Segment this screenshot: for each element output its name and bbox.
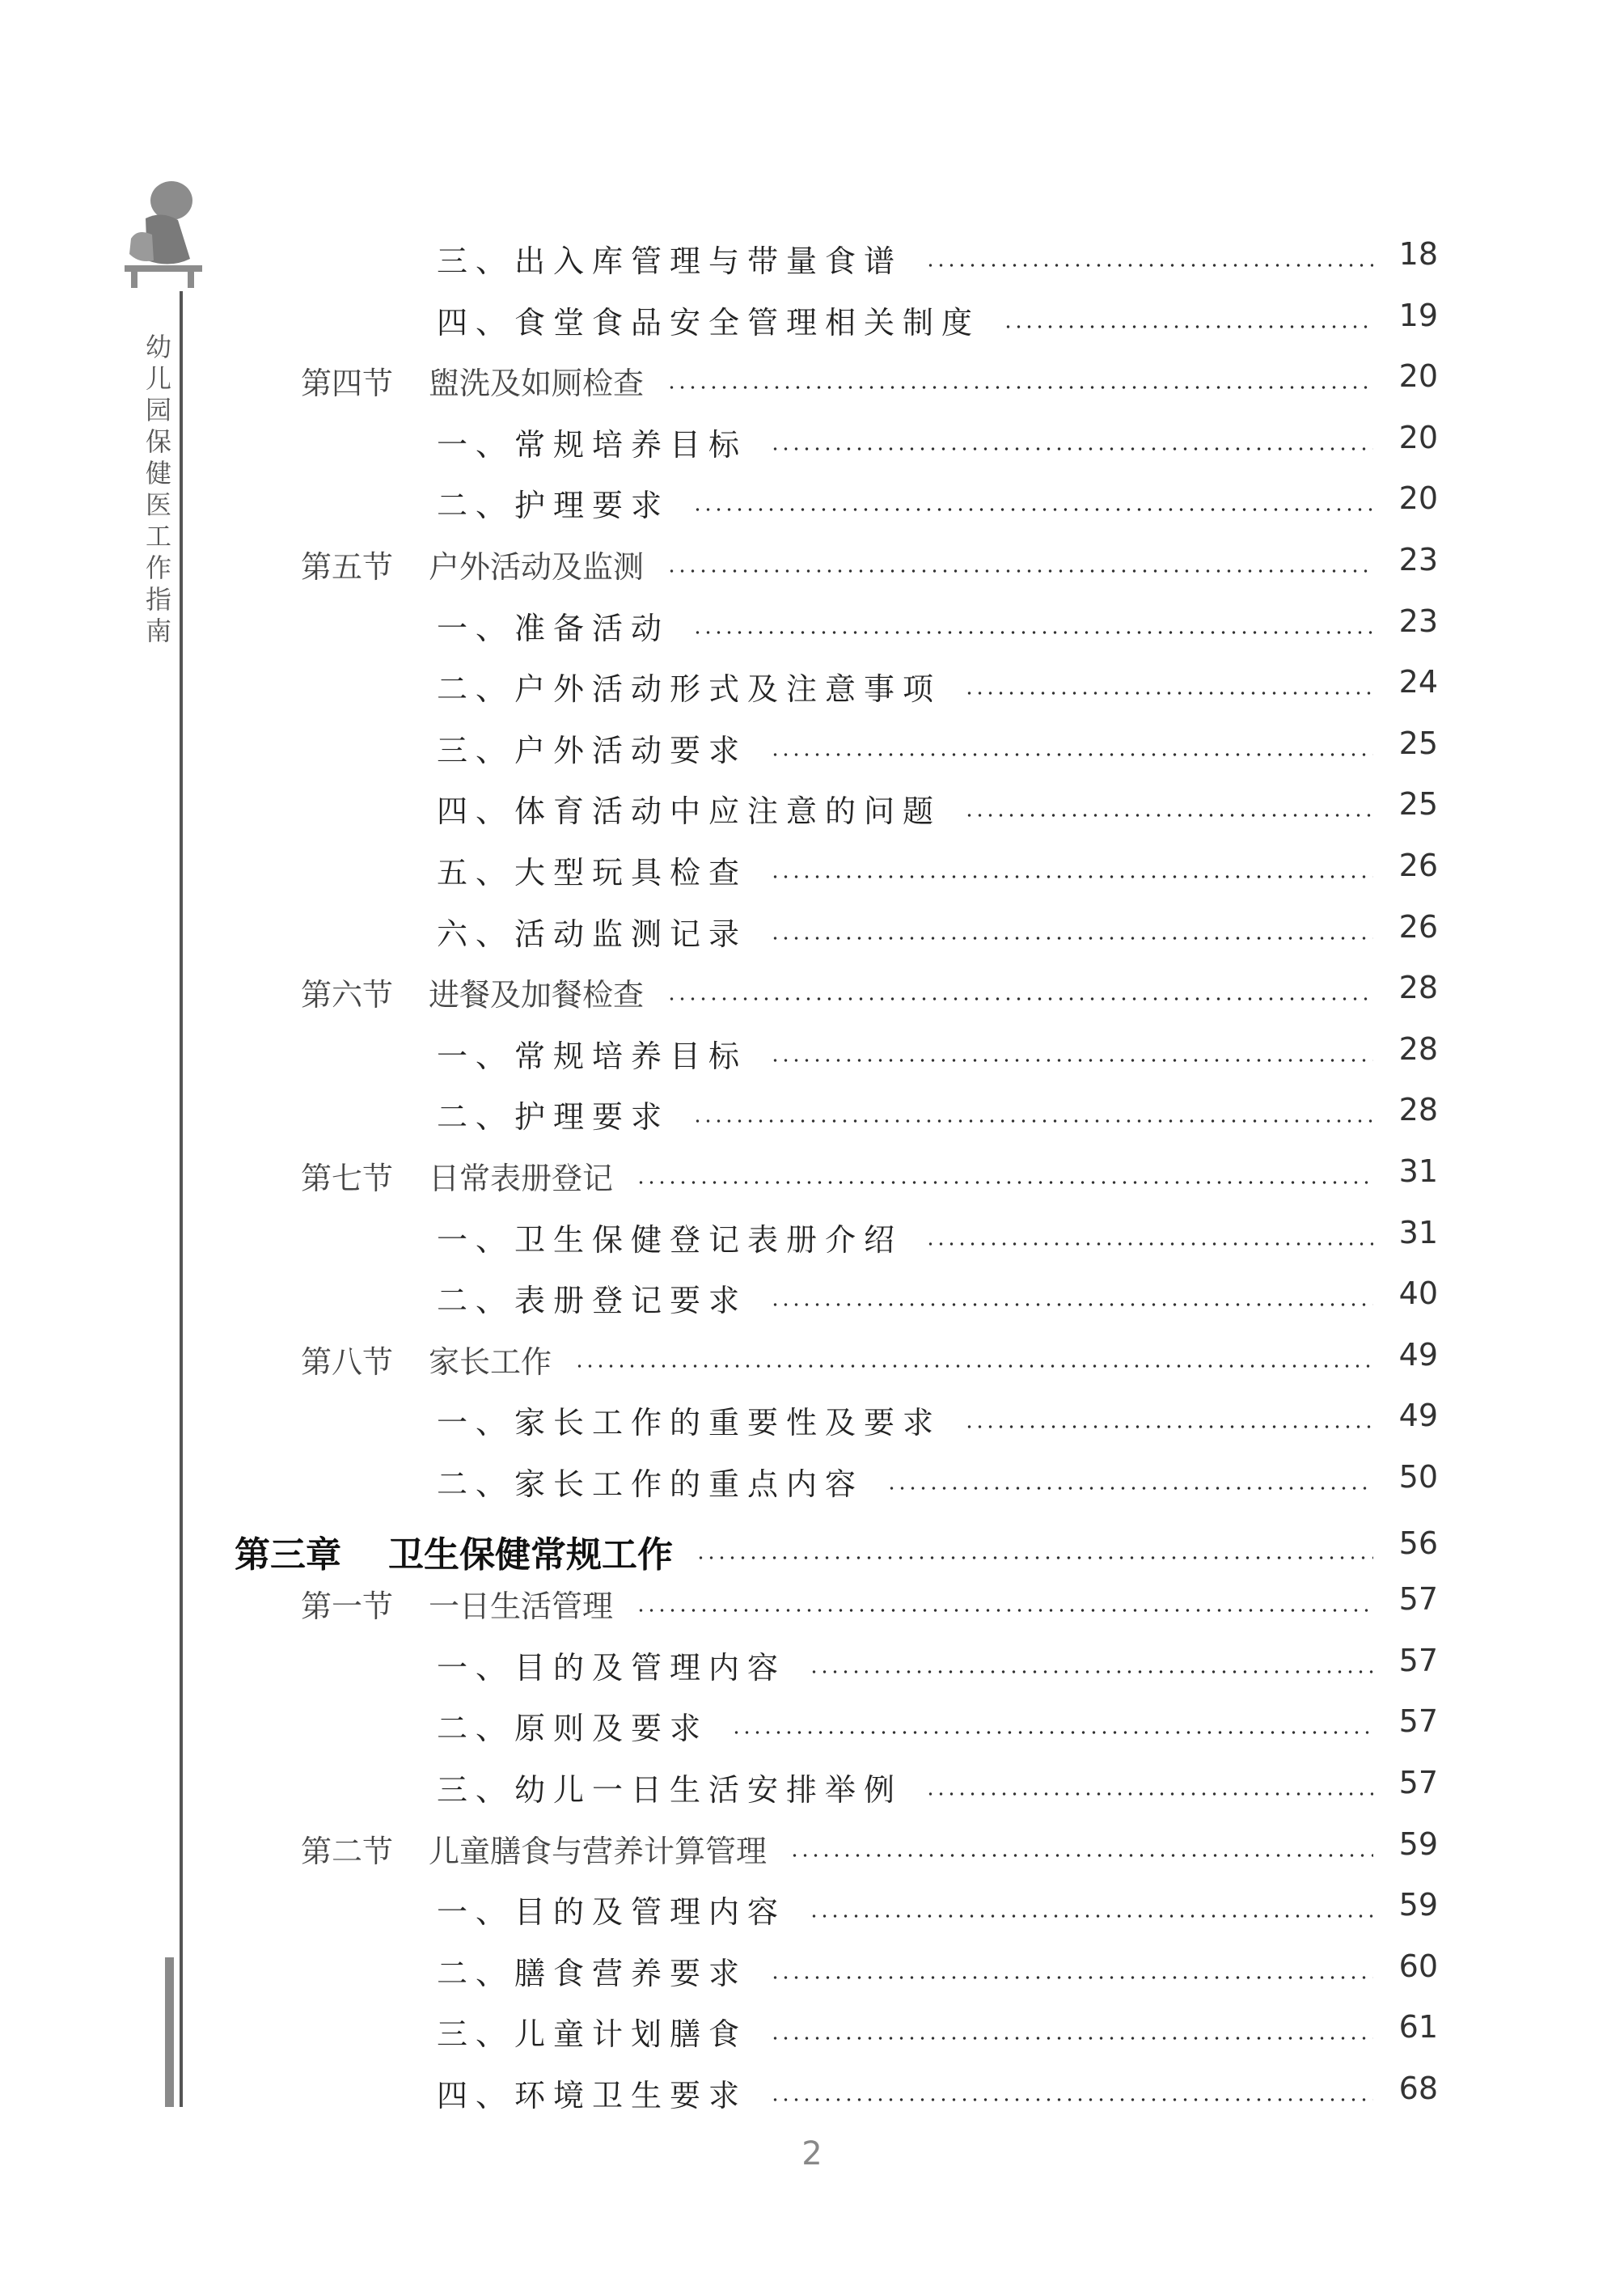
toc-page-number: 23 [1398, 603, 1438, 639]
sidebar-title-char: 园 [145, 395, 171, 425]
toc-entry-label: 三、儿童计划膳食 [437, 2016, 748, 2053]
toc-entry-number: 第七节 [301, 1161, 394, 1196]
toc-item-entry[interactable] [0, 1948, 1624, 1997]
toc-entry-number: 第四节 [301, 366, 394, 402]
toc-page-number: 49 [1398, 1336, 1438, 1373]
toc-item-entry[interactable] [0, 1765, 1624, 1813]
toc-section-entry[interactable] [0, 1826, 1624, 1875]
toc-entry-label: 四、环境卫生要求 [437, 2078, 748, 2113]
toc-leader-dots [666, 386, 1373, 389]
toc-entry-label: 一、常规培养目标 [437, 1038, 748, 1074]
sidebar-title-char: 幼 [145, 332, 171, 362]
toc-page-number: 50 [1398, 1459, 1438, 1495]
toc-section-entry[interactable] [0, 1153, 1624, 1202]
toc-leader-dots [770, 2098, 1373, 2101]
toc-entry-number: 第五节 [301, 549, 394, 585]
toc-entry-label: 三、幼儿一日生活安排举例 [437, 1772, 903, 1808]
toc-entry-label: 四、食堂食品安全管理相关制度 [437, 304, 981, 341]
toc-entry-label: 三、户外活动要求 [437, 732, 748, 768]
toc-chapter-entry[interactable] [0, 1525, 1624, 1574]
toc-leader-dots [925, 264, 1373, 267]
toc-item-entry[interactable] [0, 909, 1624, 958]
toc-entry-label: 二、护理要求 [437, 488, 670, 524]
toc-leader-dots [964, 814, 1373, 817]
toc-entry-label: 进餐及加餐检查 [429, 977, 645, 1013]
toc-item-entry[interactable] [0, 848, 1624, 896]
toc-section-entry[interactable] [0, 970, 1624, 1018]
sidebar-title-char: 指 [145, 584, 171, 615]
toc-page-number: 20 [1398, 358, 1438, 395]
toc-entry-number: 第一节 [301, 1589, 394, 1625]
toc-page-number: 28 [1398, 970, 1438, 1006]
toc-page-number: 25 [1398, 725, 1438, 761]
toc-leader-dots [636, 1609, 1373, 1612]
toc-item-entry[interactable] [0, 1703, 1624, 1752]
toc-item-entry[interactable] [0, 1643, 1624, 1691]
toc-leader-dots [964, 1425, 1373, 1428]
toc-item-entry[interactable] [0, 1887, 1624, 1936]
toc-leader-dots [692, 1119, 1373, 1123]
toc-page-number: 61 [1398, 2009, 1438, 2046]
toc-page-number: 24 [1398, 664, 1438, 700]
toc-leader-dots [574, 1364, 1373, 1368]
toc-entry-label: 卫生保健常规工作 [388, 1534, 673, 1576]
toc-leader-dots [1003, 325, 1373, 328]
toc-leader-dots [809, 1670, 1373, 1673]
toc-section-entry[interactable] [0, 1581, 1624, 1630]
toc-leader-dots [770, 2037, 1373, 2040]
toc-item-entry[interactable] [0, 1276, 1624, 1324]
sidebar-title-char: 保 [145, 426, 171, 457]
toc-leader-dots [886, 1487, 1373, 1490]
toc-entry-label: 一、家长工作的重要性及要求 [437, 1405, 942, 1441]
sidebar-title-char: 医 [145, 489, 171, 520]
toc-page-number: 57 [1398, 1765, 1438, 1800]
toc-leader-dots [964, 692, 1373, 695]
toc-page-number: 19 [1398, 297, 1438, 333]
toc-leader-dots [770, 937, 1373, 940]
toc-page-number: 59 [1398, 1887, 1438, 1923]
toc-leader-dots [770, 447, 1373, 451]
toc-leader-dots [809, 1914, 1373, 1918]
toc-entry-label: 盥洗及如厕检查 [429, 366, 645, 402]
toc-item-entry[interactable] [0, 298, 1624, 346]
toc-page-number: 68 [1398, 2071, 1438, 2106]
toc-entry-number: 第二节 [301, 1833, 394, 1869]
page-number: 2 [801, 2135, 823, 2172]
toc-entry-label: 一、目的及管理内容 [437, 1649, 787, 1686]
toc-entry-label: 家长工作 [429, 1343, 552, 1380]
toc-item-entry[interactable] [0, 1398, 1624, 1446]
toc-leader-dots [789, 1854, 1373, 1857]
toc-leader-dots [666, 569, 1373, 573]
toc-section-entry[interactable] [0, 358, 1624, 407]
toc-entry-label: 六、活动监测记录 [437, 916, 748, 952]
toc-page-number: 26 [1398, 908, 1438, 945]
toc-entry-label: 一、常规培养目标 [437, 426, 748, 463]
toc-leader-dots [770, 1976, 1373, 1979]
toc-entry-label: 二、户外活动形式及注意事项 [437, 671, 942, 708]
toc-page-number: 40 [1398, 1276, 1438, 1312]
toc-leader-dots [696, 1556, 1373, 1559]
toc-entry-label: 日常表册登记 [429, 1161, 614, 1196]
toc-entry-number: 第六节 [301, 977, 394, 1013]
toc-entry-label: 户外活动及监测 [429, 549, 645, 585]
toc-entry-label: 一、准备活动 [437, 610, 670, 646]
toc-leader-dots [770, 1059, 1373, 1062]
toc-page-number: 20 [1398, 480, 1438, 517]
toc-item-entry[interactable] [0, 1215, 1624, 1263]
toc-page-number: 23 [1398, 542, 1438, 577]
sidebar-title-char: 作 [145, 552, 171, 583]
toc-page-number: 57 [1398, 1642, 1438, 1678]
toc-leader-dots [692, 631, 1373, 634]
toc-leader-dots [770, 753, 1373, 756]
toc-page-number: 28 [1398, 1092, 1438, 1128]
toc-page-number: 60 [1398, 1948, 1438, 1984]
toc-item-entry[interactable] [0, 1031, 1624, 1080]
toc-item-entry[interactable] [0, 2009, 1624, 2058]
toc-entry-label: 一、目的及管理内容 [437, 1894, 787, 1931]
toc-entry-label: 一、卫生保健登记表册介绍 [437, 1221, 903, 1258]
toc-page-number: 26 [1398, 848, 1438, 883]
toc-leader-dots [770, 1303, 1373, 1306]
toc-page-number: 57 [1398, 1581, 1438, 1618]
toc-item-entry[interactable] [0, 480, 1624, 529]
toc-leader-dots [692, 508, 1373, 511]
toc-entry-label: 二、家长工作的重点内容 [437, 1466, 865, 1502]
toc-entry-label: 四、体育活动中应注意的问题 [437, 793, 942, 830]
toc-item-entry[interactable] [0, 420, 1624, 468]
toc-item-entry[interactable] [0, 664, 1624, 713]
sidebar-title-char: 工 [145, 521, 171, 552]
toc-entry-number: 第三章 [235, 1534, 341, 1576]
toc-item-entry[interactable] [0, 1092, 1624, 1140]
toc-page-number: 20 [1398, 419, 1438, 455]
toc-entry-label: 一日生活管理 [429, 1589, 614, 1625]
toc-section-entry[interactable] [0, 1337, 1624, 1386]
toc-page-number: 59 [1398, 1826, 1438, 1862]
toc-leader-dots [666, 997, 1373, 1001]
toc-entry-label: 五、大型玩具检查 [437, 855, 748, 891]
toc-leader-dots [925, 1792, 1373, 1796]
toc-item-entry[interactable] [0, 236, 1624, 285]
sidebar-title-char: 南 [145, 616, 171, 646]
toc-entry-label: 二、原则及要求 [437, 1711, 709, 1747]
toc-page-number: 18 [1398, 236, 1438, 272]
toc-entry-label: 二、膳食营养要求 [437, 1955, 748, 1991]
toc-page-number: 49 [1398, 1398, 1438, 1434]
toc-leader-dots [636, 1181, 1373, 1184]
sidebar-title-char: 儿 [145, 363, 171, 394]
toc-item-entry[interactable] [0, 1459, 1624, 1508]
sidebar-title-char: 健 [145, 458, 171, 489]
toc-page-number: 57 [1398, 1703, 1438, 1740]
toc-page-number: 28 [1398, 1030, 1438, 1067]
toc-section-entry[interactable] [0, 542, 1624, 590]
toc-item-entry[interactable] [0, 603, 1624, 652]
toc-leader-dots [770, 875, 1373, 878]
toc-item-entry[interactable] [0, 726, 1624, 774]
toc-item-entry[interactable] [0, 2071, 1624, 2119]
toc-entry-label: 二、护理要求 [437, 1099, 670, 1136]
toc-page-number: 31 [1398, 1153, 1438, 1189]
toc-item-entry[interactable] [0, 786, 1624, 835]
toc-leader-dots [731, 1731, 1373, 1734]
toc-page-number: 31 [1398, 1214, 1438, 1250]
toc-leader-dots [925, 1242, 1373, 1246]
toc-entry-number: 第八节 [301, 1343, 394, 1380]
toc-entry-label: 三、出入库管理与带量食谱 [437, 243, 903, 279]
toc-page-number: 56 [1398, 1525, 1438, 1561]
toc-page-number: 25 [1398, 786, 1438, 823]
toc-entry-label: 儿童膳食与营养计算管理 [429, 1833, 768, 1869]
toc-entry-label: 二、表册登记要求 [437, 1283, 748, 1319]
